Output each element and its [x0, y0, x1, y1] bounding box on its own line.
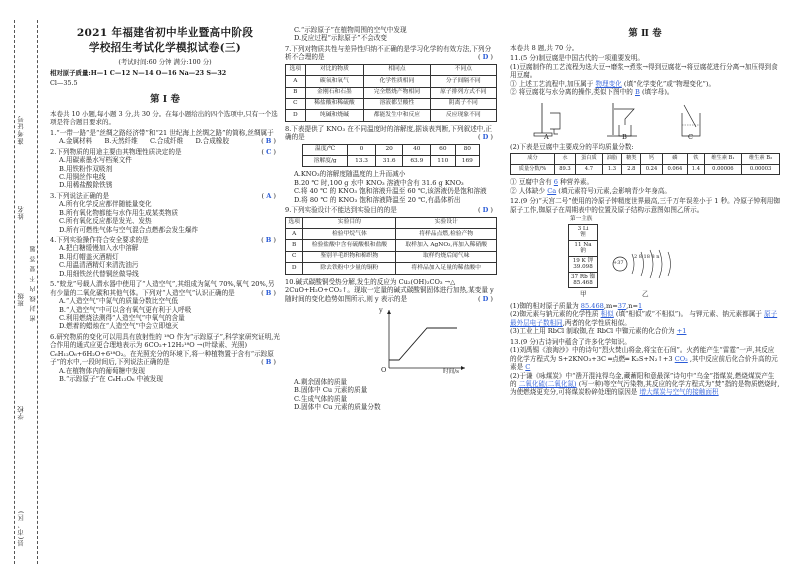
atomic-masses — [50, 69, 280, 88]
apparatus-c — [682, 105, 700, 136]
question-stem: 12.(9 分)“天宫二号”使用的冷原子钟精度世界最高,三千万年误差小于 1 秒。冷原子钟利用铷原子工作,铷原子在周期表中的位置及原子结构示意图如图乙所示。 — [510, 197, 780, 214]
answer: +1 — [676, 327, 687, 336]
element-cell-na: 11 Na 钠 — [569, 241, 597, 257]
table-row: A 检验甲烷气体 将样品点燃,检验产物 — [286, 229, 497, 240]
apparatus-a — [534, 103, 560, 136]
column-2 — [285, 26, 497, 412]
question-11 — [510, 54, 780, 195]
sub-question: (1)铷的相对原子质量为 85.468,m=37,n=1 — [510, 302, 643, 311]
answer: C — [266, 147, 272, 156]
option-b: B.固体中 Cu 元素的质量 — [294, 386, 368, 395]
answer: B — [265, 236, 272, 245]
sub-question: (1)刘禹锡《浪淘沙》中的诗句“烈火焚山将金,将宝在石间”。火药能产生“雷霆”一声,其反应的化学方程式为 S+2KNO₃+3C ═点燃═ K₂S+N₂↑+3 CO₂ ,其中反应前后化合价升高的元素是 C — [510, 346, 778, 372]
part-1-title: 第 Ⅰ 卷 — [150, 94, 180, 106]
table-row: C 鉴别羊毛织物和棉织物 取样灼烧后闻气味 — [286, 251, 497, 262]
option-b: B.“人造空气”中可以含有氧气更有利于人呼吸 — [59, 305, 192, 314]
question-13 — [510, 338, 780, 397]
answer: 85.468 — [580, 302, 604, 311]
question-stem: 6.研究物质的变化可以用具有放射性的 ¹⁸O 作为“示踪原子”,科学家研究证明,光合作用的通式应更合理地表示为 6CO₂+12H₂¹⁸O →(叶绿素、光照) C₆H₁₂O₆+6H₂O+6¹⁸O₂。在光照充分的环境下,将一种植物置于含有“示踪原子”的水中,一段时间后,下列说法正确的是 ( B ) — [50, 332, 280, 367]
answer: 二氧化硫(二氧化氮) — [518, 379, 577, 388]
option-d: D.用细铁丝代替铜丝做导线 — [59, 269, 139, 278]
answer: 1 — [638, 302, 643, 311]
figure-label-jia: 甲 — [580, 290, 587, 299]
answer: 物理变化 — [595, 79, 622, 88]
option-b: B.“示踪原子”在 C₆H₁₂O₆ 中被发现 — [59, 375, 163, 384]
question-stem: 8.下表提供了 KNO₃ 在不同温度时的溶解度,据该表判断,下列叙述中,正确的是 ( D ) — [285, 124, 493, 142]
exam-number-label: 准考证号 — [17, 115, 25, 145]
q7-table — [285, 64, 497, 122]
sub-question: (2)铷元素与钠元素的化学性质 相似 (填“相似”或“不相似”)。 与钾元素、钠元素都属于 原子最外层电子数相同,两者的化学性质相似。 — [510, 310, 778, 327]
answer: B — [265, 358, 272, 367]
trend-graph — [377, 306, 472, 376]
answer: 增大煤炭与空气的接触面积 — [639, 388, 719, 397]
option-row: A.金属材料 B.天然纤维 C.合成纤维 D.合成橡胶 — [59, 137, 229, 146]
answer: B — [265, 288, 272, 297]
option-b: B.所有氧化物都能与水作用生成某类物质 — [59, 208, 179, 217]
element-cell-k: 19 K 钾 39.098 — [569, 257, 597, 273]
page-title-line-2: 学校招生考试化学模拟试卷(三) — [88, 42, 242, 55]
y-axis-arrow — [387, 310, 391, 314]
sub-question: (2)于谦《咏煤炭》中“凿开混沌得乌金,藏蓄阳和意最深”诗句中“乌金”指煤炭,燃烧煤炭产生的 二氧化硫(二氧化氮) (写一种)等空气污染物,其反应的化学方程式为“焚”指的是物质燃烧时,为使燃烧更充分,可将煤炭粉碎处理的原因是 增大煤炭与空气的接触面积 — [510, 371, 780, 397]
electron-shells: 2 8 18 8 n — [634, 254, 660, 261]
sub-question: (1)豆腐制作的工艺流程为选大豆→磨浆→煮浆→得到豆腐花→将豆腐花进行分离→加压得到食用豆腐。 — [510, 62, 778, 80]
question-stem: 10.碱式碳酸铜受热分解,发生的反应为 Cu₂(OH)₂CO₃ →△ 2CuO+H₂O+CO₂↑。现取一定量的碱式碳酸铜固体进行加热,某变量 y 随时间的变化趋势如图所示,则 y 表示的是 ( D ) — [285, 277, 494, 303]
answer: D — [482, 53, 489, 62]
solubility-table — [302, 144, 480, 168]
option-b: B.用铁粉作双吸剂 — [59, 164, 113, 173]
option-b: B.20 ℃ 时,100 g 水中 KNO₃ 溶液中含有 31.6 g KNO₃ — [294, 178, 464, 187]
question-1 — [50, 129, 280, 146]
answer: 原子最外层电子数相同 — [510, 310, 778, 327]
option-d: D.反应过程“示踪原子”不会改变 — [294, 34, 388, 43]
answer: D — [482, 133, 489, 142]
district-label: 县(市、区) — [17, 510, 25, 547]
trend-line — [389, 328, 457, 360]
binding-line — [14, 20, 15, 564]
binding-margin — [0, 0, 44, 584]
question-3 — [50, 192, 280, 234]
element-cell-rb: 37 Rb 铷 85.468 — [570, 273, 596, 286]
question-4 — [50, 236, 280, 278]
answer: C — [525, 363, 531, 372]
question-stem: 1.“一带一路”是“丝绸之路经济带”和“21 世纪海上丝绸之路”的简称,丝绸属于 ( B ) — [50, 128, 276, 146]
option-a: A.把白糖缓慢加入水中溶解 — [59, 244, 139, 253]
question-stem: 3.下列说法正确的是 ( A ) — [50, 191, 276, 200]
table-row: B 检验盐酸中含有硫酸根和盐酸 取样加入 AgNO₃,再加入稀硝酸 — [286, 240, 497, 251]
option-a: A.所有化学反应都伴随能量变化 — [59, 200, 152, 209]
answer: 相似 — [600, 310, 614, 319]
option-d: D.用稀盐酸除铁锈 — [59, 181, 113, 190]
table-header-row: 选项 实验目的 实验设计 — [286, 217, 497, 228]
figure-label-b: B — [622, 132, 627, 141]
table-row: 温度/℃ 0 20 40 60 80 — [302, 144, 479, 155]
question-8 — [285, 125, 497, 204]
school-label: 学校 — [17, 405, 25, 420]
question-9 — [285, 206, 497, 274]
option-c: C.将 40 ℃ 的 KNO₃ 饱和溶液升温至 60 ℃,该溶液仍是饱和溶液 — [294, 187, 487, 196]
option-d: D.将 80 ℃ 的 KNO₃ 饱和溶液降温至 20 ℃,有晶体析出 — [294, 195, 461, 204]
apparatus-b — [607, 103, 637, 136]
q9-table — [285, 217, 497, 275]
question-stem: 9.下列实验设计不能达到实验目的的是 ( D ) — [285, 206, 493, 215]
option-c: C.用温清酒精灯来清洗油污 — [59, 261, 139, 270]
nucleus-charge: +37 — [613, 260, 624, 267]
option-a: A.“人造空气”中氮气的质量分数比空气低 — [59, 297, 179, 306]
table-row: B 金刚石和石墨 完全燃烧产物相同 原子排列方式不同 — [286, 87, 497, 98]
sub-question: ② 将豆腐花与水分离的操作,类似下图中的 B (填字母)。 — [510, 88, 674, 97]
x-axis-arrow — [461, 366, 465, 370]
answer: Ca — [547, 186, 557, 195]
option-a: A.在植物体内的葡萄糖中发现 — [59, 366, 145, 375]
group-label: 第一主族 — [570, 216, 593, 223]
answer: CO₂ — [674, 354, 688, 363]
figure-label-yi: 乙 — [642, 290, 649, 299]
answer: B — [635, 88, 640, 97]
periodic-figure — [510, 216, 780, 300]
answer: D — [482, 294, 489, 303]
option-d: D.燃着的蜡烛在“人造空气”中会立即熄灭 — [59, 322, 179, 331]
sub-question: ① 上述工艺流程中,加压属于 物理变化 (填“化学变化”或“物理变化”)。 — [510, 79, 716, 88]
option-c: C.用铜丝作电线 — [59, 172, 106, 181]
table-row: D 纯碱和烧碱 都能发生中和反应 反应现象不同 — [286, 110, 497, 121]
figure-label-a: A — [544, 132, 549, 141]
apparatus-figure — [510, 99, 780, 141]
question-10 — [285, 278, 497, 412]
element-cell-li: 3 Li 锂 — [569, 225, 597, 241]
atomic-masses-line-2: Cl—35.5 — [50, 78, 78, 87]
atomic-masses-line: 相对原子质量:H—1 C—12 N—14 O—16 Na—23 S—32 — [50, 68, 227, 77]
option-a: A.剩余固体的质量 — [294, 378, 348, 386]
question-2 — [50, 148, 280, 190]
sub-question: (3)工业上用 RbCl 制取铷,在 RbCl 中铷元素的化合价为 +1 — [510, 327, 687, 336]
question-stem: 13.(9 分)古诗词中蕴含了许多化学知识。 — [510, 337, 631, 346]
table-row: A 碳氧和氧气 化学性质相同 分子间隔不同 — [286, 76, 497, 87]
column-3 — [510, 28, 780, 397]
option-b: B.用灯帽盖灭酒精灯 — [59, 252, 119, 261]
option-c: C.所有氧化反应都是发光、发热 — [59, 217, 152, 226]
tofu-composition-table — [510, 153, 780, 175]
table-header-row: 成分 水 蛋白质 油脂 糖类 钙 磷 铁 维生素 B₁ 维生素 B₂ — [511, 153, 780, 164]
y-axis-label: y — [379, 306, 383, 314]
part-2-title: 第 Ⅱ 卷 — [628, 28, 662, 39]
option-d: D.所有可燃性气体与空气混合点燃都会发生爆炸 — [59, 225, 199, 234]
question-6 — [50, 333, 280, 384]
question-stem: 11.(5 分)制豆腐是中国古代的一项重要发明。 — [510, 54, 645, 63]
page-title-line-1: 2021 年福建省初中毕业暨高中阶段 — [76, 27, 254, 39]
apparatus-svg — [510, 99, 780, 141]
table-header-row: 选项 对比的物质 相同点 不同点 — [286, 64, 497, 75]
name-label: 姓名 — [17, 205, 25, 220]
question-stem: 2.下列物质的用途主要由其物理性质决定的是 ( C ) — [50, 147, 276, 156]
option-d: D.固体中 Cu 元素的质量分数 — [294, 403, 381, 412]
trend-graph-svg — [377, 306, 472, 376]
answer: B — [265, 137, 272, 146]
option-a: A.KNO₃的溶解度随温度的上升而减小 — [294, 170, 406, 179]
table-row: D 除去铁粉中少量的铜粉 将样品加入足量的稀盐酸中 — [286, 263, 497, 274]
sub-question: ① 豆腐中含有 6 种营养素。 — [510, 178, 594, 187]
question-stem: 4.下列实验操作符合安全要求的是 ( B ) — [50, 236, 276, 245]
answer: A — [266, 191, 272, 200]
option-a: A.用碳素墨水写档案文件 — [59, 156, 132, 165]
question-stem: 5.“蛟龙”号载人潜水器中使用了“人造空气”,其组成为氮气 70%,氧气 20%,另有少量的二氧化碳和其他气体。下列对“人造空气”认识正确的是 ( B ) — [50, 280, 276, 297]
element-column — [568, 224, 598, 288]
table-row: C 稀盐酸和稀硫酸 溶液都呈酸性 阴离子不同 — [286, 98, 497, 109]
table-row: 溶解度/g 13.3 31.6 63.9 110 169 — [302, 156, 479, 167]
answer: 37 — [617, 302, 627, 311]
question-7 — [285, 45, 497, 122]
option-c: C.生成气体的质量 — [294, 394, 348, 403]
part-2-intro: 本卷共 8 题,共 70 分。 — [510, 44, 579, 53]
exam-info: (考试时间:60 分钟 满分:100 分) — [118, 57, 212, 66]
option-c: C.利用燃烧法测得“人造空气”中氧气的含量 — [59, 313, 185, 322]
class-label: 班级 — [17, 292, 25, 307]
sub-question: ② 人体缺少 Ca (填元素符号)元素,会影响青少年身高。 — [510, 186, 672, 195]
figure-label-c: C — [688, 132, 694, 141]
answer: D — [482, 206, 489, 215]
question-stem: 7.下列对物质共性与差异性归纳不正确的是学习化学的有效方法,下列分析不合理的是 ( D ) — [285, 44, 493, 62]
x-axis-label: 时间/s — [443, 369, 459, 375]
origin-label: O — [381, 366, 387, 374]
answer: 6 — [553, 178, 558, 187]
question-5 — [50, 280, 280, 331]
table-row: 质量分数/% 89.3 4.7 1.3 2.8 0.24 0.064 1.4 0.00006 0.00003 — [511, 164, 780, 175]
option-c: C.“示踪原子”在植物周围的空气中发现 — [294, 26, 407, 34]
question-12 — [510, 197, 780, 336]
no-answer-notice: 密 封 线 内 不 要 答 题 — [30, 245, 37, 322]
part-1-intro: 本卷共 10 小题,每小题 3 分,共 30 分。在每小题给出的四个选项中,只有一个选项是符合题目要求的。 — [50, 110, 278, 127]
column-1 — [50, 26, 280, 383]
sub-question: (2)下表是豆腐中主要成分的平均质量分数: — [510, 142, 634, 151]
